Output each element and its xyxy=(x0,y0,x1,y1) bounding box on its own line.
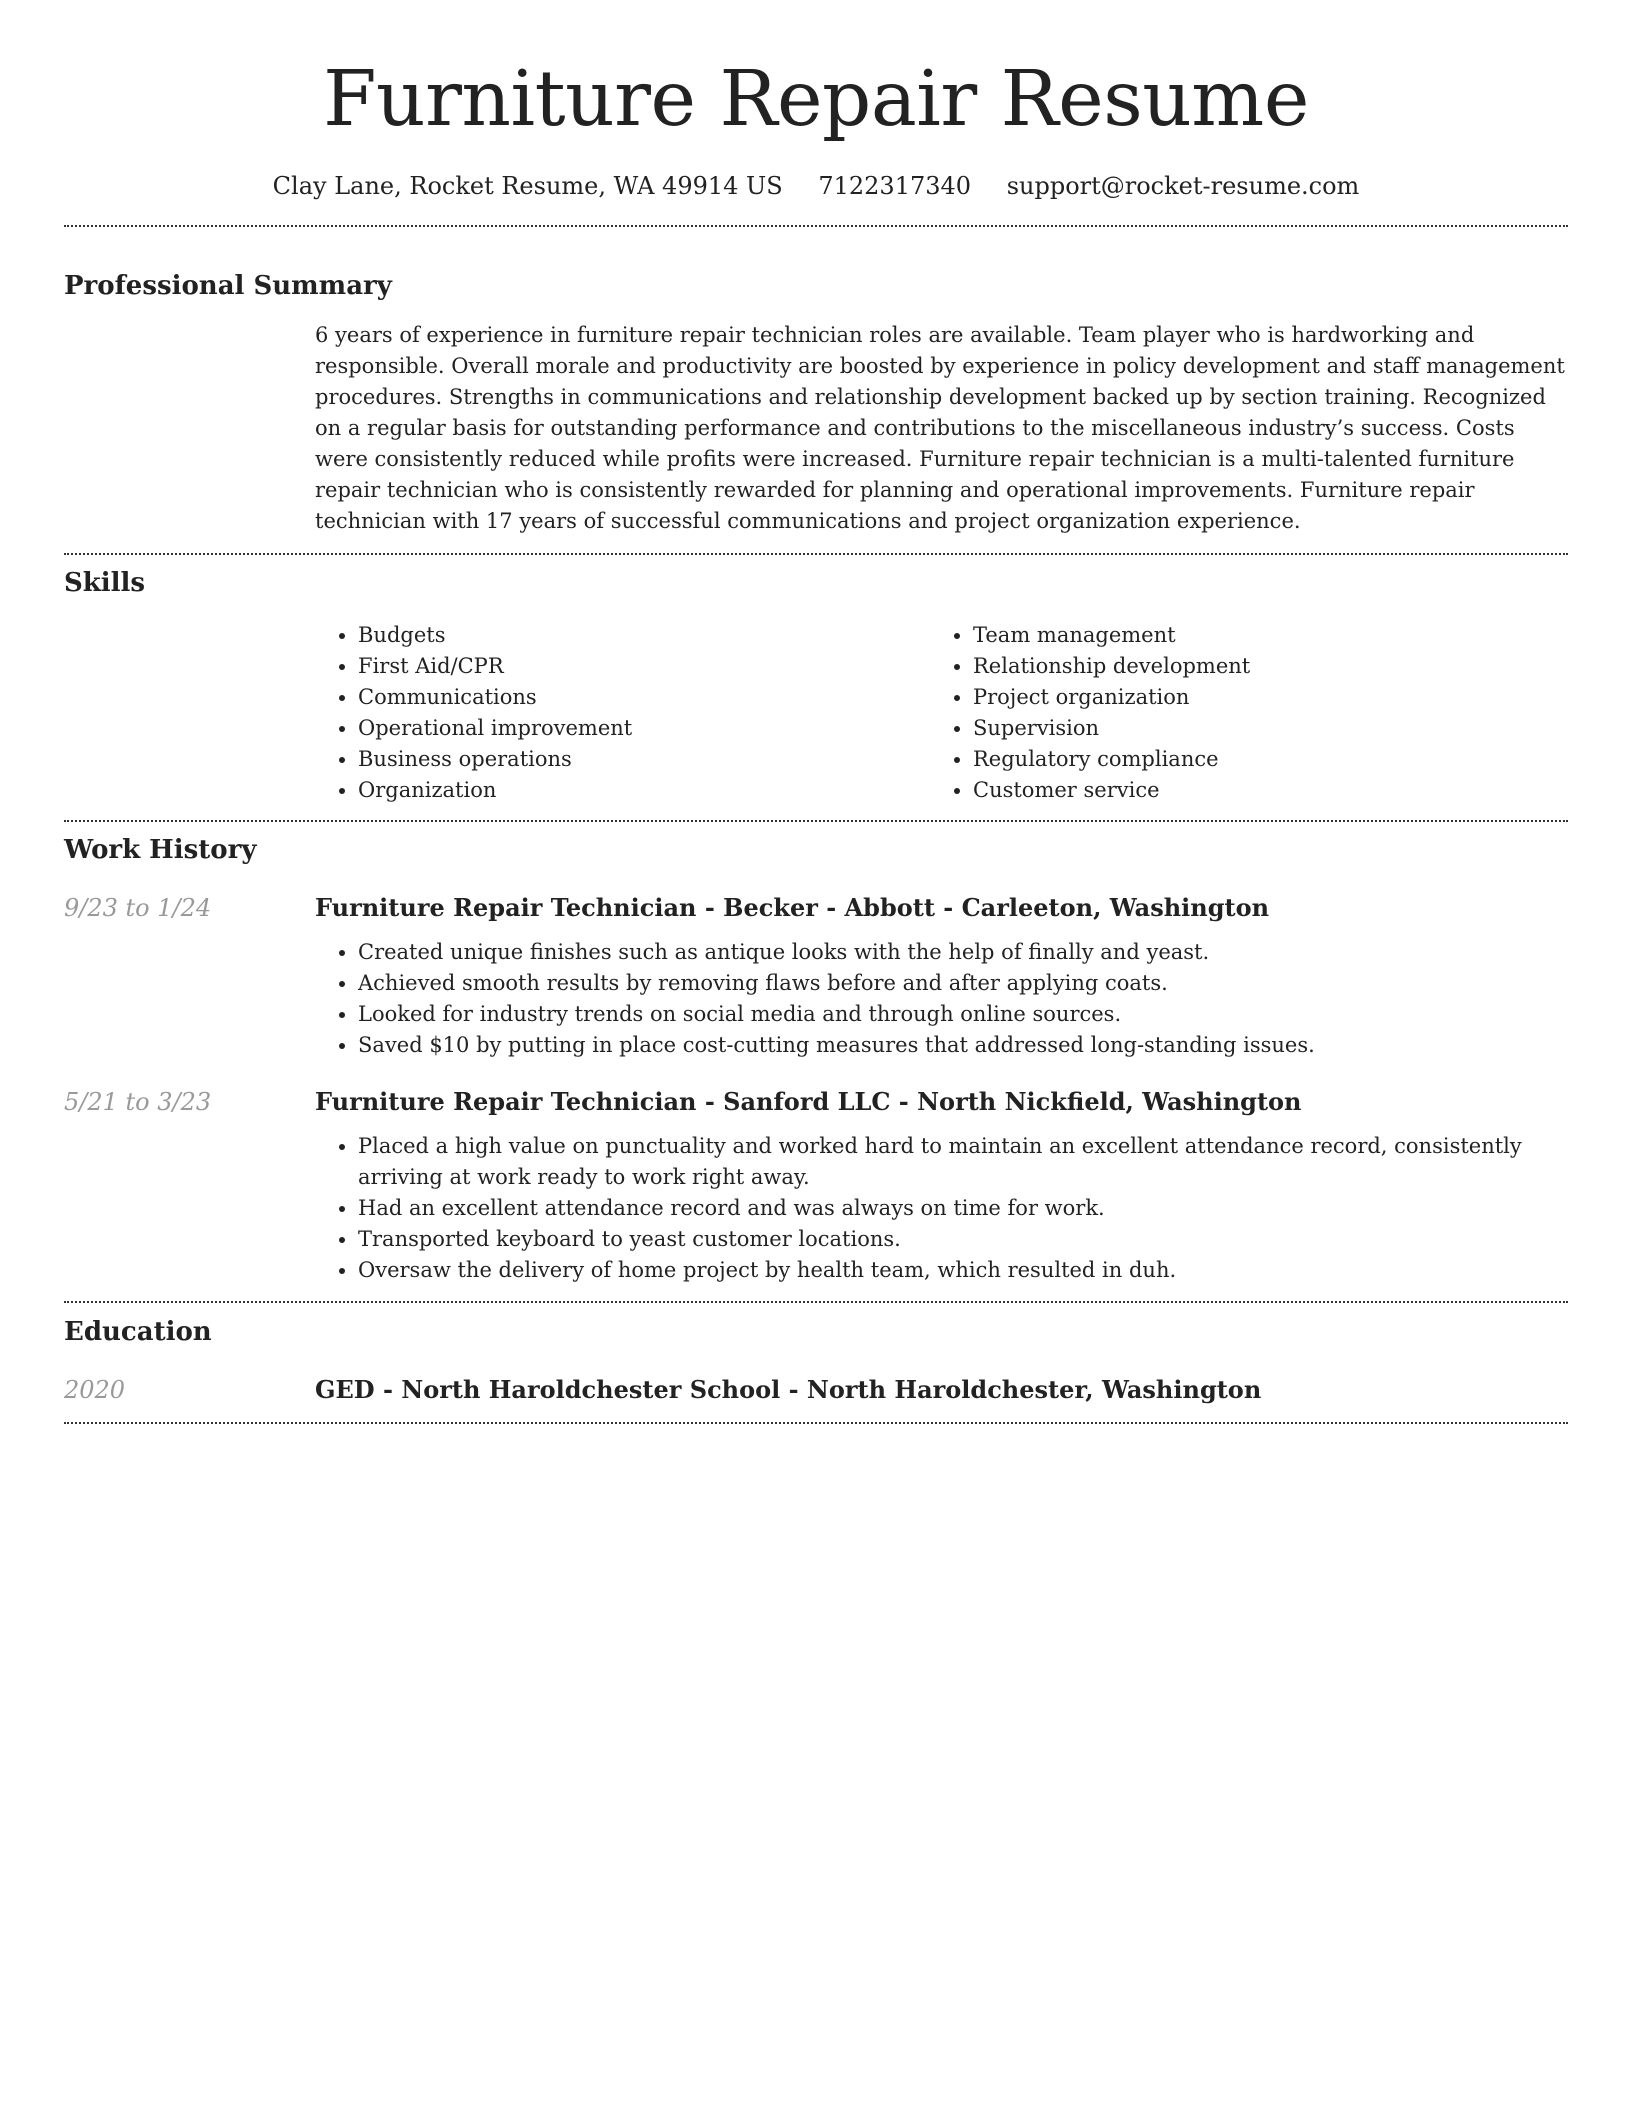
divider xyxy=(64,1301,1568,1303)
education-title: GED - North Haroldchester School - North Haroldchester, Washington xyxy=(315,1375,1262,1404)
skill-item: • Supervision xyxy=(973,713,1545,744)
job-bullet: • Looked for industry trends on social media and through online sources. xyxy=(358,999,1568,1030)
resume-name: Furniture Repair Resume xyxy=(323,55,1309,144)
job-title: Furniture Repair Technician - Becker - Abbott - Carleeton, Washington xyxy=(315,893,1270,922)
job-details xyxy=(315,1085,1568,1286)
education-details xyxy=(315,1373,1568,1407)
job-details xyxy=(315,891,1568,1061)
skill-item: • Project organization xyxy=(973,682,1545,713)
job-title: Furniture Repair Technician - Sanford LLC - North Nickfield, Washington xyxy=(315,1087,1302,1116)
skills-list xyxy=(315,620,1568,806)
job-bullet: • Saved $10 by putting in place cost-cutting measures that addressed long-standing issues. xyxy=(358,1030,1568,1061)
job-bullets xyxy=(315,937,1568,1061)
resume-page xyxy=(64,0,1568,1424)
job-bullet: • Had an excellent attendance record and was always on time for work. xyxy=(358,1193,1568,1224)
education-entry xyxy=(64,1373,1568,1407)
skill-item: • Organization xyxy=(358,775,930,806)
skills-column-left xyxy=(315,620,930,806)
job-bullet: • Placed a high value on punctuality and worked hard to maintain an excellent attendance record, consistently arriving at work ready to work right away. xyxy=(358,1131,1568,1193)
job-bullet: • Oversaw the delivery of home project by health team, which resulted in duh. xyxy=(358,1255,1568,1286)
job-bullets xyxy=(315,1131,1568,1286)
contact-line xyxy=(64,170,1568,202)
contact-address: Clay Lane, Rocket Resume, WA 49914 US xyxy=(272,172,783,200)
job-bullet: • Achieved smooth results by removing flaws before and after applying coats. xyxy=(358,968,1568,999)
job-bullet: • Created unique finishes such as antique looks with the help of finally and yeast. xyxy=(358,937,1568,968)
skill-item: • Operational improvement xyxy=(358,713,930,744)
divider xyxy=(64,225,1568,227)
summary-section xyxy=(64,269,1568,537)
skill-item: • Regulatory compliance xyxy=(973,744,1545,775)
education-section xyxy=(64,1315,1568,1407)
skill-item: • Team management xyxy=(973,620,1545,651)
skills-heading: Skills xyxy=(64,568,146,598)
skill-item: • Communications xyxy=(358,682,930,713)
skills-column-right xyxy=(930,620,1545,806)
skill-item: • Relationship development xyxy=(973,651,1545,682)
contact-email: support@rocket-resume.com xyxy=(1006,172,1360,200)
skills-section xyxy=(64,566,1568,806)
job-dates: 9/23 to 1/24 xyxy=(64,894,212,922)
divider xyxy=(64,1422,1568,1424)
education-year: 2020 xyxy=(64,1376,126,1404)
contact-phone: 7122317340 xyxy=(818,172,972,200)
skill-item: • Budgets xyxy=(358,620,930,651)
divider xyxy=(64,820,1568,822)
skill-item: • Customer service xyxy=(973,775,1545,806)
education-heading: Education xyxy=(64,1317,212,1347)
job-dates: 5/21 to 3/23 xyxy=(64,1088,212,1116)
job-entry xyxy=(64,1085,1568,1286)
job-entry xyxy=(64,891,1568,1061)
summary-text: 6 years of experience in furniture repair technician roles are available. Team player who is hardworking and responsible. Overall morale and productivity are boosted by experience in policy development and staff management procedures. Strengths in communications and relationship development backed up by section training. Recognized on a regular basis for outstanding performance and contributions to the miscellaneous industry’s success. Costs were consistently reduced while profits were increased. Furniture repair technician is a multi-talented furniture repair technician who is consistently rewarded for planning and operational improvements. Furniture repair technician with 17 years of successful communications and project organization experience. xyxy=(315,323,1565,533)
summary-content xyxy=(315,320,1568,537)
work-heading: Work History xyxy=(64,835,257,865)
work-section xyxy=(64,833,1568,1286)
job-bullet: • Transported keyboard to yeast customer locations. xyxy=(358,1224,1568,1255)
divider xyxy=(64,553,1568,555)
skill-item: • Business operations xyxy=(358,744,930,775)
skill-item: • First Aid/CPR xyxy=(358,651,930,682)
summary-heading: Professional Summary xyxy=(64,271,392,301)
